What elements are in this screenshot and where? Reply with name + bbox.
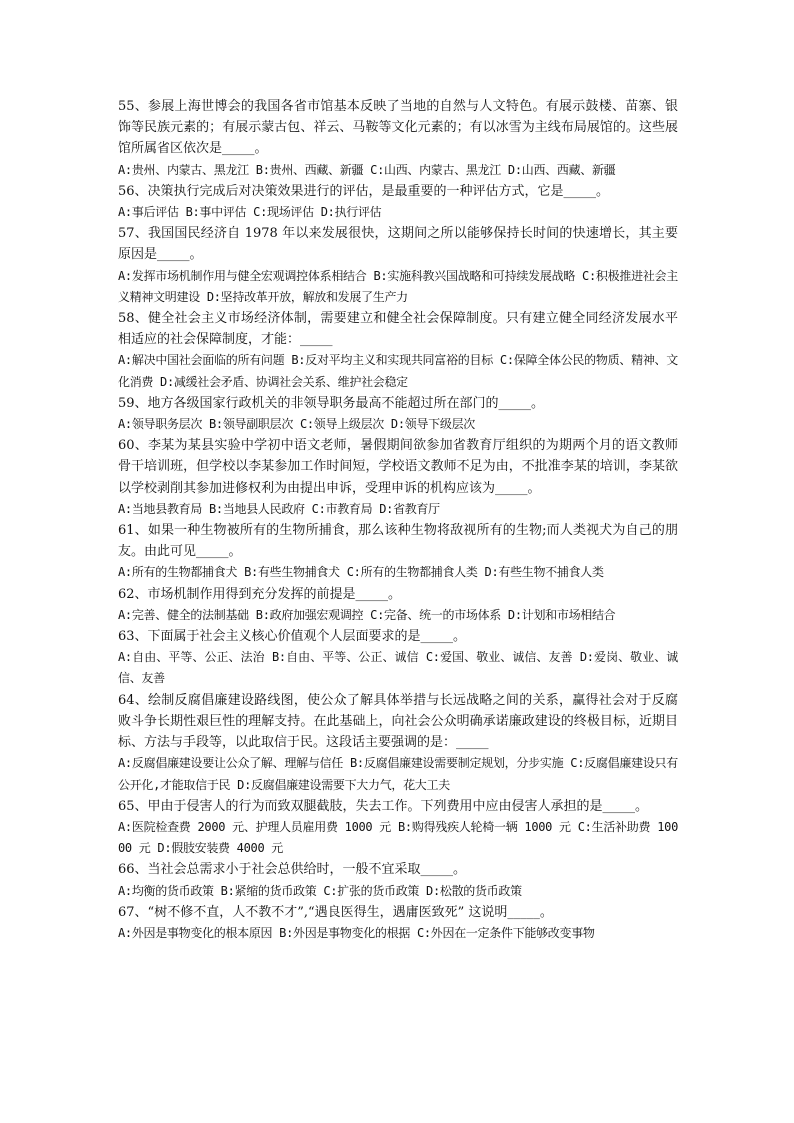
question-options: A:当地县教育局 B:当地县人民政府 C:市教育局 D:省教育厅 [118,501,440,516]
question-stem: 61、如果一种生物被所有的生物所捕食，那么该种生物将敌视所有的生物;而人类视犬为自己的朋友。由此可见_____。 [118,523,678,560]
question-stem: 66、当社会总需求小于社会总供给时，一般不宜采取_____。 [118,862,467,878]
question-options: A:发挥市场机制作用与健全宏观调控体系相结合 B:实施科教兴国战略和可持续发展战略 C:积极推进社会主义精神文明建设 D:坚持改革开放，解放和发展了生产力 [118,268,678,304]
question-stem: 63、下面属于社会主义核心价值观个人层面要求的是_____。 [118,629,467,645]
question-options: A:反腐倡廉建设要让公众了解、理解与信任 B:反腐倡廉建设需要制定规划，分步实施 C:反腐倡廉建设只有公开化,才能取信于民 D:反腐倡廉建设需要下大力气，花大工夫 [118,756,678,792]
document-page [118,96,678,944]
question-stem: 58、健全社会主义市场经济体制，需要建立和健全社会保障制度。只有建立健全同经济发展水平相适应的社会保障制度，才能：_____ [118,311,678,348]
question-options: A:均衡的货币政策 B:紧缩的货币政策 C:扩张的货币政策 D:松散的货币政策 [118,883,522,898]
question-stem: 60、李某为某县实验中学初中语文老师，暑假期间欲参加省教育厅组织的为期两个月的语文教师骨干培训班，但学校以李某参加工作时间短，学校语文教师不足为由，不批准李某的培训，李某欲以学校剥削其参加进修权利为由提出申诉，受理申诉的机构应该为_____。 [118,438,678,496]
question-stem: 59、地方各级国家行政机关的非领导职务最高不能超过所在部门的_____。 [118,395,545,411]
question-stem: 67、“树不修不直，人不教不才”,“遇良医得生，遇庸医致死” 这说明_____。 [118,904,553,920]
question-options: A:自由、平等、公正、法治 B:自由、平等、公正、诚信 C:爱国、敬业、诚信、友善 D:爱岗、敬业、诚信、友善 [118,650,678,686]
question-options: A:完善、健全的法制基础 B:政府加强宏观调控 C:完备、统一的市场体系 D:计划和市场相结合 [118,607,616,622]
question-stem: 65、甲由于侵害人的行为而致双腿截肢，失去工作。下列费用中应由侵害人承担的是_____。 [118,798,649,814]
question-options: A:外因是事物变化的根本原因 B:外因是事物变化的根据 C:外因在一定条件下能够改变事物 [118,925,595,940]
question-stem: 64、绘制反腐倡廉建设路线图，使公众了解具体举措与长远战略之间的关系，赢得社会对于反腐败斗争长期性艰巨性的理解支持。在此基础上，向社会公众明确承诺廉政建设的终极目标，近期目标、方法与手段等，以此取信于民。这段话主要强调的是：_____ [118,692,678,751]
question-options: A:解决中国社会面临的所有问题 B:反对平均主义和实现共同富裕的目标 C:保障全体公民的物质、精神、文化消费 D:减缓社会矛盾、协调社会关系、维护社会稳定 [118,353,678,389]
question-options: A:领导职务层次 B:领导副职层次 C:领导上级层次 D:领导下级层次 [118,417,475,432]
question-options: A:事后评估 B:事中评估 C:现场评估 D:执行评估 [118,205,382,220]
question-stem: 62、市场机制作用得到充分发挥的前提是_____。 [118,586,402,602]
question-stem: 55、参展上海世博会的我国各省市馆基本反映了当地的自然与人文特色。有展示鼓楼、苗寨、银饰等民族元素的；有展示蒙古包、祥云、马鞍等文化元素的；有以冰雪为主线布局展馆的。这些展馆所属省区依次是_____。 [118,99,678,157]
question-stem: 57、我国国民经济自 1978 年以来发展很快，这期间之所以能够保持长时间的快速增长，其主要原因是_____。 [118,226,678,263]
question-options: A:医院检查费 2000 元、护理人员雇用费 1000 元 B:购得残疾人轮椅一辆 1000 元 C:生活补助费 10000 元 D:假肢安装费 4000 元 [118,819,678,856]
question-options: A:所有的生物都捕食犬 B:有些生物捕食犬 C:所有的生物都捕食人类 D:有些生物不捕食人类 [118,565,604,580]
question-options: A:贵州、内蒙古、黑龙江 B:贵州、西藏、新疆 C:山西、内蒙古、黑龙江 D:山西、西藏、新疆 [118,162,616,177]
question-stem: 56、决策执行完成后对决策效果进行的评估，是最重要的一种评估方式，它是_____。 [118,183,610,199]
